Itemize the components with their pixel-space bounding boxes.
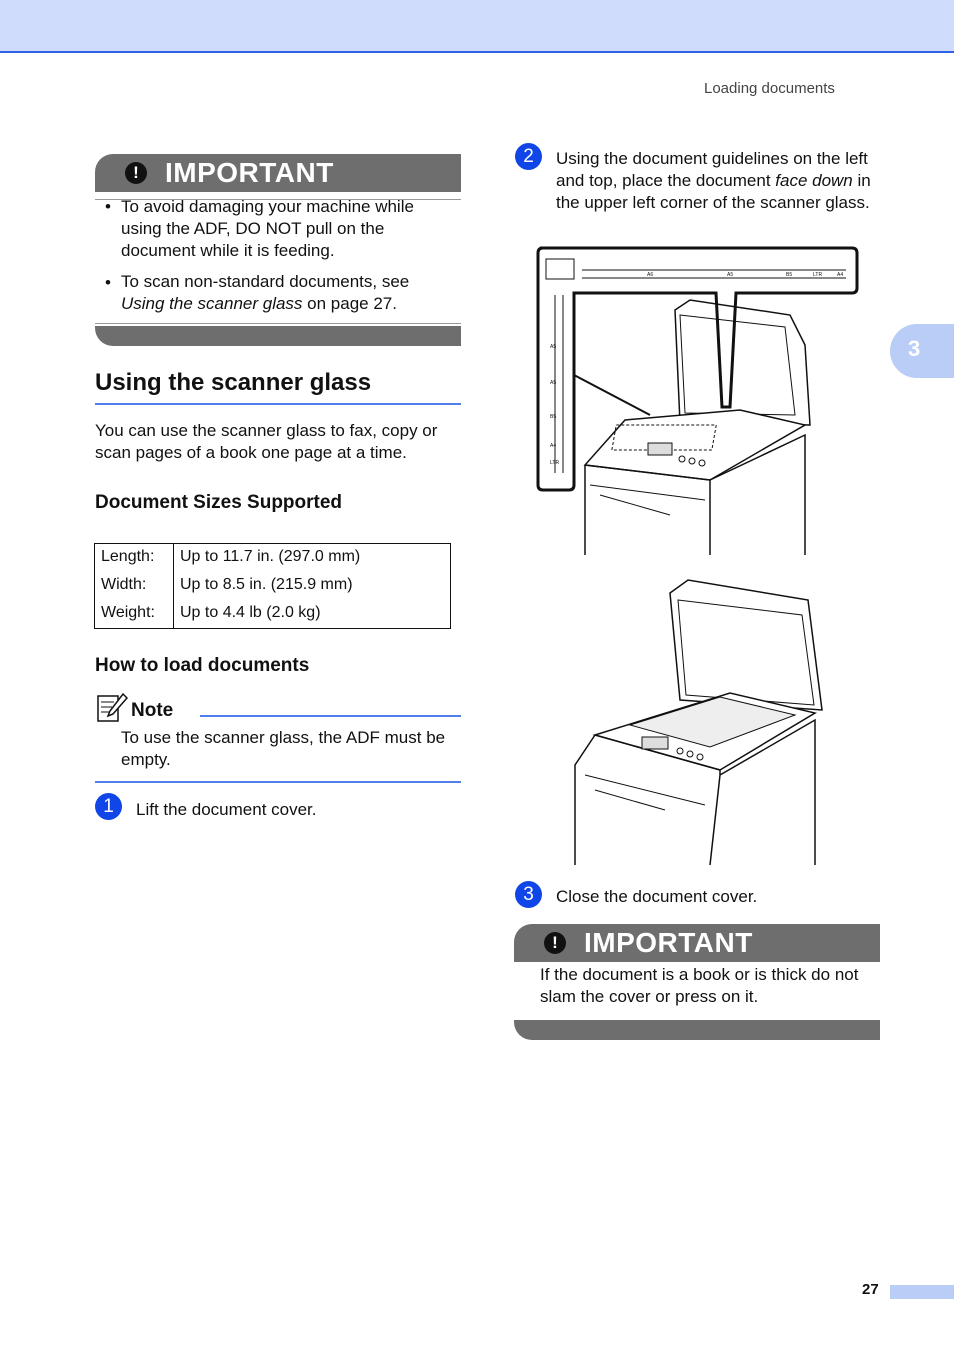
important-title: IMPORTANT: [584, 927, 753, 958]
table-row: [95, 600, 450, 628]
step-1-badge: 1: [95, 793, 122, 820]
step-1-text: Lift the document cover.: [136, 800, 317, 819]
table-cell-value: Up to 11.7 in. (297.0 mm): [180, 548, 361, 565]
bullet-2-link-text: Using the scanner glass: [121, 294, 303, 313]
step-3-text: Close the document cover.: [556, 887, 758, 906]
bullet-2-text-end: on page 27.: [302, 294, 397, 313]
chapter-tab: [890, 324, 954, 378]
guide-label-left: A4: [550, 443, 557, 449]
table-cell-label: Weight:: [95, 600, 174, 628]
guide-label-top: B5: [786, 272, 793, 278]
note-rule: [200, 715, 461, 717]
important-title: IMPORTANT: [165, 157, 334, 188]
important-footer: [95, 326, 461, 346]
divider: [95, 323, 461, 324]
top-band: [0, 0, 954, 53]
note-text: To use the scanner glass, the ADF must be empty.: [121, 728, 446, 769]
page-number: 27: [862, 1281, 879, 1298]
important-footer: [514, 1020, 880, 1040]
table-cell-label: Width:: [95, 572, 174, 600]
bullet-2-text: To scan non-standard documents, see: [121, 272, 410, 291]
important-header: [95, 154, 461, 192]
step-2-italic: face down: [775, 171, 853, 190]
table-row: [95, 572, 450, 600]
guide-label-top: A5: [727, 272, 734, 278]
important-2-text: If the document is a book or is thick do not slam the cover or press on it.: [540, 965, 859, 1006]
table-row: [95, 544, 450, 572]
note-label: Note: [131, 700, 174, 721]
guide-label-top: A6: [647, 272, 654, 278]
guide-label-left: A5: [550, 344, 557, 350]
guide-label-left: LTR: [550, 460, 560, 466]
how-to-heading: How to load documents: [95, 655, 310, 676]
important-box-2: [514, 924, 880, 1040]
illustration-scanner-guides: [530, 245, 864, 560]
doc-sizes-heading: Document Sizes Supported: [95, 492, 343, 513]
table-cell-label: Length:: [95, 544, 174, 572]
guide-label-top: A4: [837, 272, 844, 278]
guide-label-top: LTR: [813, 272, 823, 278]
guide-label-left: A5: [550, 380, 557, 386]
table-cell-value: Up to 4.4 lb (2.0 kg): [180, 604, 321, 621]
chapter-number: 3: [908, 336, 921, 361]
guide-label-left: B5: [550, 414, 557, 420]
step-2-text-end: in the upper left corner of the scanner glass.: [556, 171, 871, 212]
exclamation-icon: !: [125, 162, 147, 184]
step-2-text-start: Using the document guidelines on the left and top, place the document: [556, 149, 868, 190]
important-bullet-2: [121, 271, 457, 315]
note-bottom-rule: [95, 781, 461, 783]
table-cell-value: Up to 8.5 in. (215.9 mm): [180, 576, 353, 593]
section-intro: You can use the scanner glass to fax, copy or scan pages of a book one page at a time.: [95, 421, 438, 462]
doc-sizes-table-wrap: [94, 543, 451, 629]
important-box-1: [95, 154, 461, 346]
illustration-document-on-glass: [570, 575, 830, 867]
important-bullet-1: To avoid damaging your machine while using the ADF, DO NOT pull on the document while it is feeding.: [121, 197, 414, 260]
running-header: Loading documents: [704, 80, 835, 97]
page-number-bar: [890, 1285, 954, 1299]
section-title: Using the scanner glass: [95, 369, 372, 396]
bullet-dot: •: [105, 273, 111, 292]
bullet-dot: •: [105, 197, 111, 216]
step-3-badge: 3: [515, 881, 542, 908]
note-icon: [96, 692, 128, 724]
doc-sizes-table: [95, 544, 450, 628]
step-2-text: [556, 148, 886, 214]
exclamation-icon: !: [544, 932, 566, 954]
step-2-badge: 2: [515, 143, 542, 170]
important-header: [514, 924, 880, 962]
section-underline: [95, 403, 461, 405]
